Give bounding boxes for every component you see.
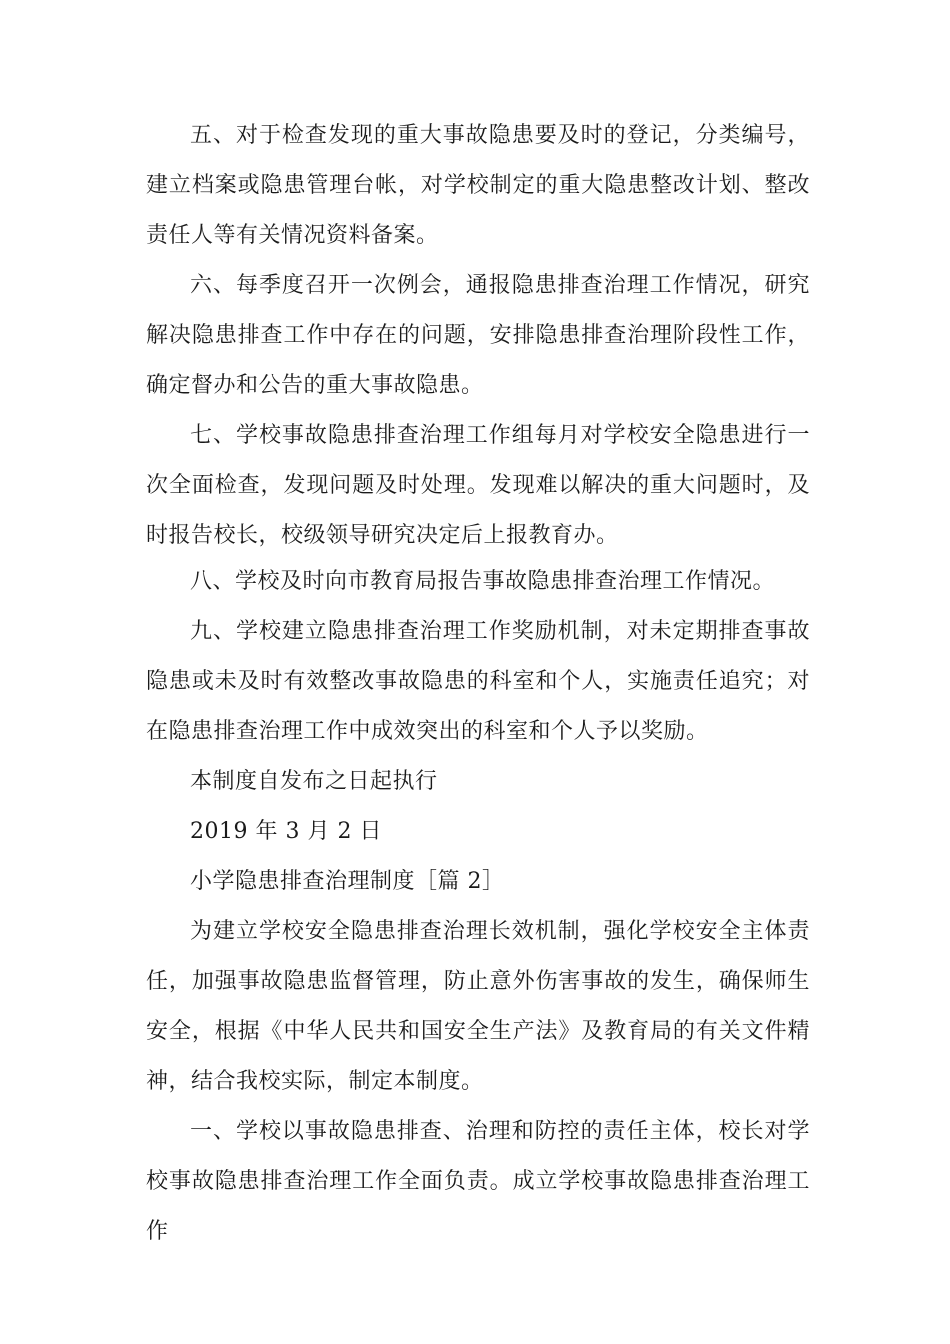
paragraph-item-6: 六、每季度召开一次例会，通报隐患排查治理工作情况，研究解决隐患排查工作中存在的问题，安排隐患排查治理阶段性工作，确定督办和公告的重大事故隐患。 [146,273,810,398]
paragraph-item-1: 一、学校以事故隐患排查、治理和防控的责任主体，校长对学校事故隐患排查治理工作全面负责。成立学校事故隐患排查治理工作 [146,1119,810,1244]
section-heading: 小学隐患排查治理制度［篇 2］ [190,869,505,894]
effective-statement: 本制度自发布之日起执行 [190,769,438,794]
document-date: 2019 年 3 月 2 日 [190,819,382,844]
paragraph-item-7: 七、学校事故隐患排查治理工作组每月对学校安全隐患进行一次全面检查，发现问题及时处理。发现难以解决的重大问题时，及时报告校长，校级领导研究决定后上报教育办。 [146,423,810,548]
intro-paragraph: 为建立学校安全隐患排查治理长效机制，强化学校安全主体责任，加强事故隐患监督管理，防止意外伤害事故的发生，确保师生安全，根据《中华人民共和国安全生产法》及教育局的有关文件精神，结合我校实际，制定本制度。 [146,919,810,1094]
paragraph-item-5: 五、对于检查发现的重大事故隐患要及时的登记，分类编号，建立档案或隐患管理台帐，对学校制定的重大隐患整改计划、整改责任人等有关情况资料备案。 [146,123,810,248]
paragraph-item-8: 八、学校及时向市教育局报告事故隐患排查治理工作情况。 [190,569,776,594]
paragraph-item-9: 九、学校建立隐患排查治理工作奖励机制，对未定期排查事故隐患或未及时有效整改事故隐患的科室和个人，实施责任追究；对在隐患排查治理工作中成效突出的科室和个人予以奖励。 [146,619,810,744]
